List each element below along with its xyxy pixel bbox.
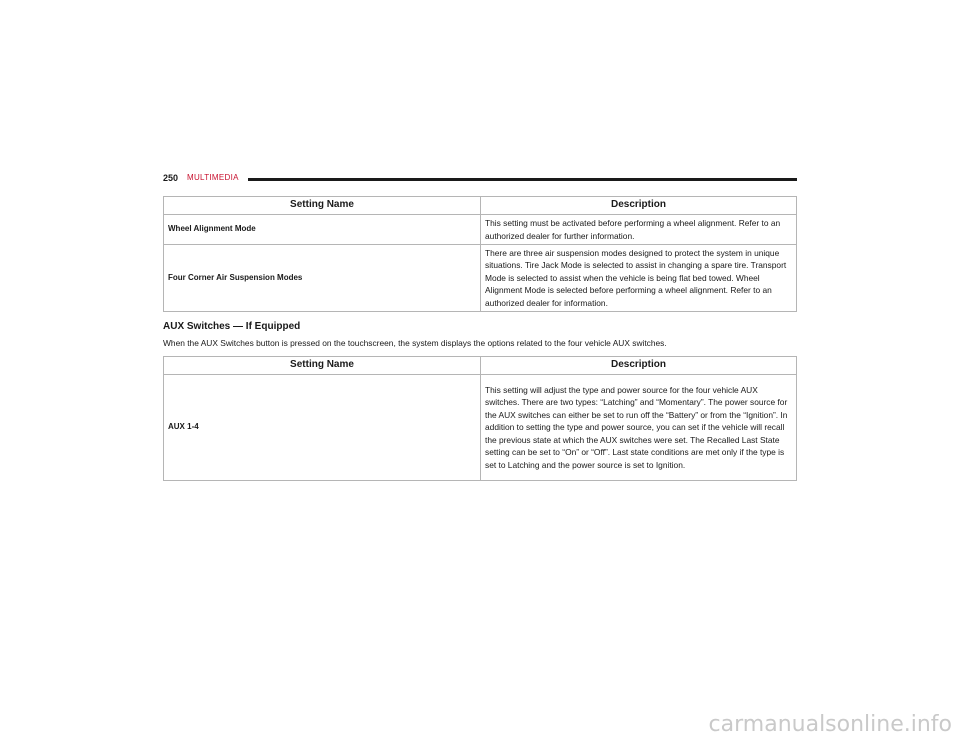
section-name: MULTIMEDIA — [187, 173, 239, 182]
setting-description: This setting must be activated before performing a wheel alignment. Refer to an authorized dealer for further information. — [481, 215, 797, 245]
settings-table-aux — [163, 356, 797, 481]
watermark: carmanualsonline.info — [708, 712, 952, 737]
column-header-setting-name: Setting Name — [164, 197, 481, 215]
section-heading: AUX Switches — If Equipped — [163, 321, 301, 332]
setting-description: This setting will adjust the type and power source for the four vehicle AUX switches. There are two types: “Latching” and “Momentary”. The power source for the AUX switches can either be set to run off the “Battery” or from the “Ignition”. In addition to setting the type and power source, you can set if the vehicle will recall the previous state at which the AUX switches were set. The Recalled Last State setting can be set to “On” or “Off”. Last state conditions are met only if the type is set to Latching and the power source is set to Ignition. — [481, 375, 797, 481]
column-header-setting-name: Setting Name — [164, 357, 481, 375]
page-header — [163, 172, 797, 186]
section-intro: When the AUX Switches button is pressed on the touchscreen, the system displays the options related to the four vehicle AUX switches. — [163, 338, 667, 348]
table-row — [164, 215, 797, 245]
table-header-row — [164, 197, 797, 215]
table-row — [164, 245, 797, 312]
column-header-description: Description — [481, 197, 797, 215]
setting-name: Wheel Alignment Mode — [164, 215, 481, 245]
table-header-row — [164, 357, 797, 375]
settings-table-suspension — [163, 196, 797, 312]
column-header-description: Description — [481, 357, 797, 375]
setting-name: Four Corner Air Suspension Modes — [164, 245, 481, 312]
table-row — [164, 375, 797, 481]
page-number: 250 — [163, 173, 179, 183]
setting-description: There are three air suspension modes designed to protect the system in unique situations. Tire Jack Mode is selected to assist in changing a spare tire. Transport Mode is selected to assist when the vehicle is being flat bed towed. Wheel Alignment Mode is selected before performing a wheel alignment. Refer to an authorized dealer for information. — [481, 245, 797, 312]
header-rule — [248, 178, 797, 181]
setting-name: AUX 1-4 — [164, 375, 481, 481]
